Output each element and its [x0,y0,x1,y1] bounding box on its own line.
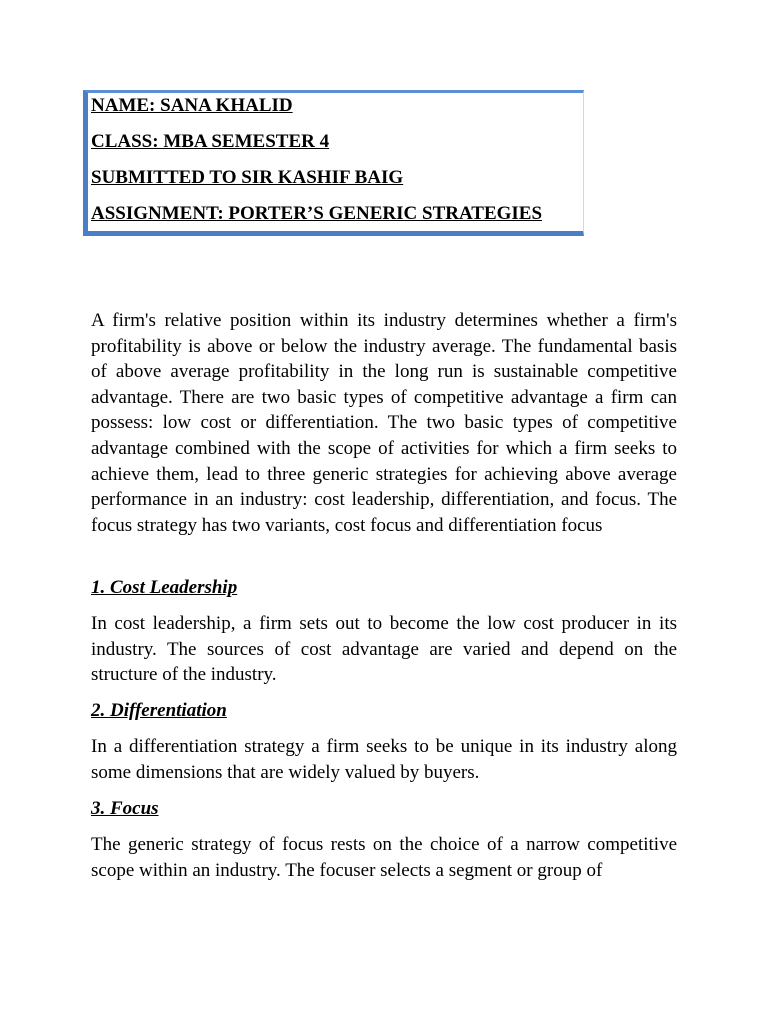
section-text-cost-leadership: In cost leadership, a firm sets out to become the low cost producer in its industry. The sources of cost advantage are varied and depend on the structure of the industry. [91,613,677,686]
assignment-title: ASSIGNMENT: PORTER’S GENERIC STRATEGIES [91,203,543,224]
class-info: CLASS: MBA SEMESTER 4 [91,131,330,152]
section-heading-differentiation: 2. Differentiation [91,700,227,721]
section-heading-cost-leadership: 1. Cost Leadership [91,577,238,598]
section-heading-focus: 3. Focus [91,798,159,819]
submitted-to: SUBMITTED TO SIR KASHIF BAIG [91,167,404,188]
student-name: NAME: SANA KHALID [91,95,293,116]
section-text-differentiation: In a differentiation strategy a firm seeks to be unique in its industry along some dimensions that are widely valued by buyers. [91,736,677,783]
intro-paragraph: A firm's relative position within its industry determines whether a firm's profitability is above or below the industry average. The fundamental basis of above average profitability in the long run is sustainable competitive advantage. There are two basic types of competitive advantage a firm can possess: low cost or differentiation. The two basic types of competitive advantage combined with the scope of activities for which a firm seeks to achieve them, lead to three generic strategies for achieving above average performance in an industry: cost leadership, differentiation, and focus. The focus strategy has two variants, cost focus and differentiation focus [91,310,677,536]
section-text-focus: The generic strategy of focus rests on the choice of a narrow competitive scope within an industry. The focuser selects a segment or group of [91,834,677,881]
